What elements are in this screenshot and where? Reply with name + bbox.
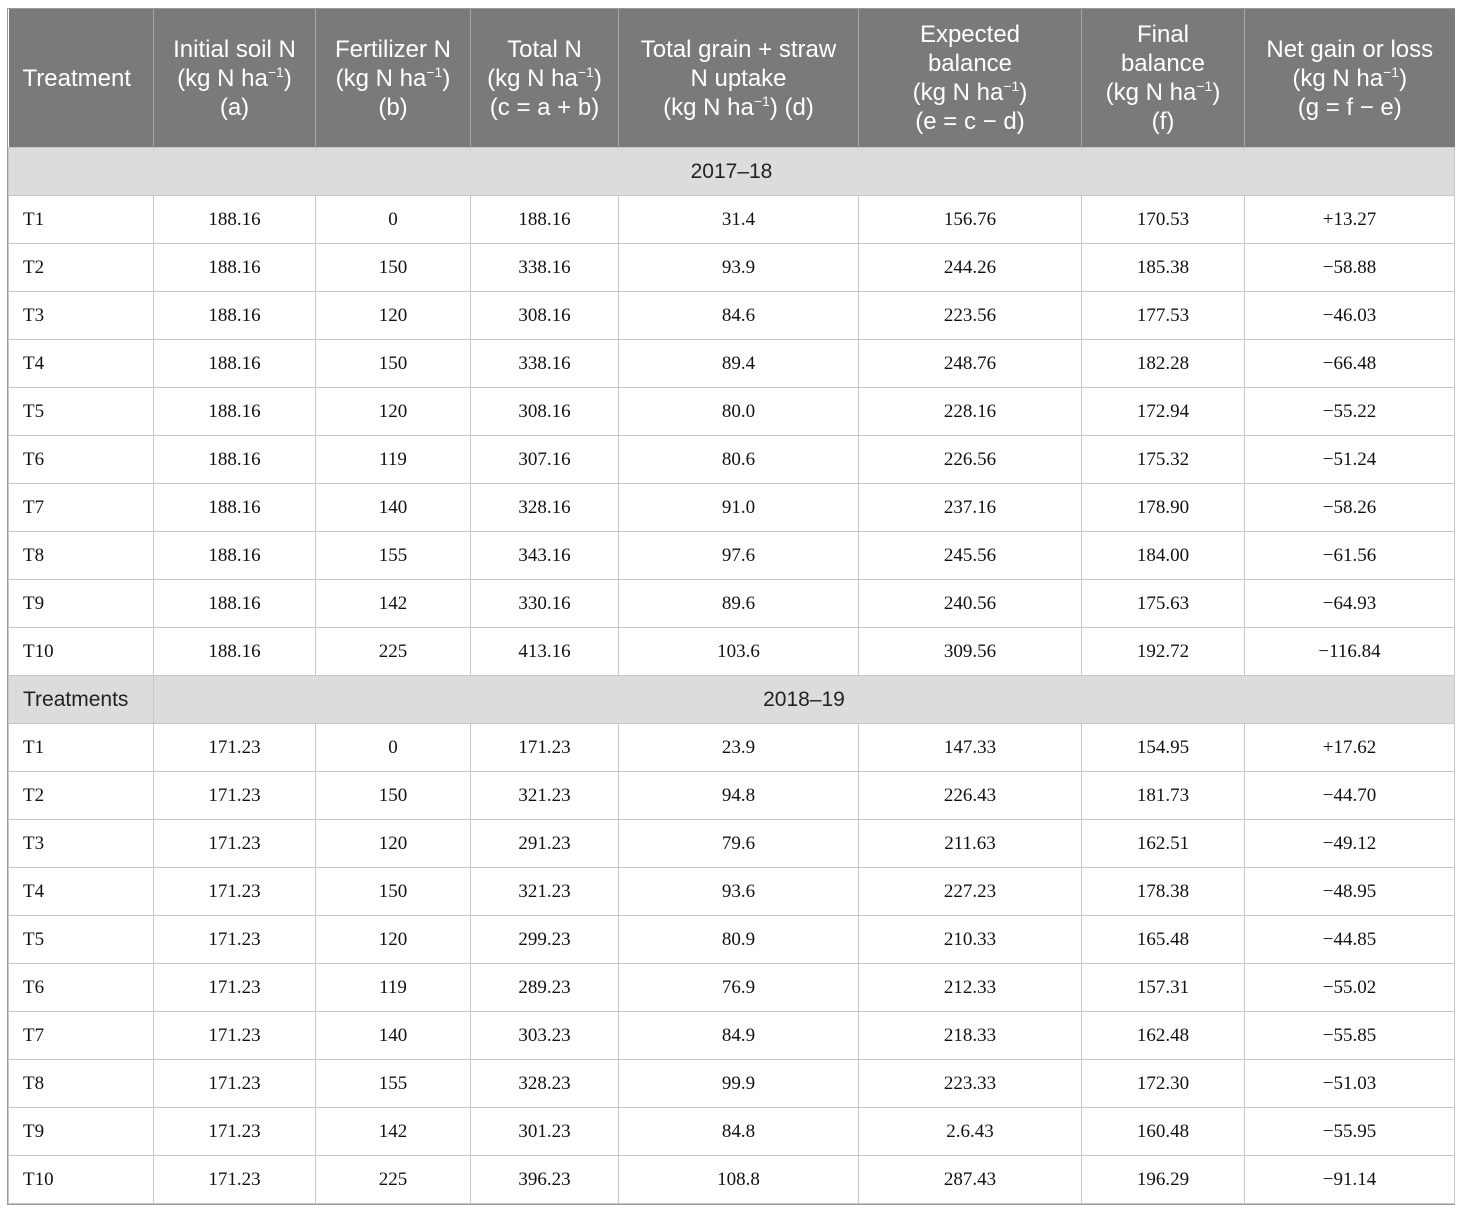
column-header-5 <box>859 9 1082 148</box>
value-cell: 309.56 <box>859 628 1082 676</box>
treatment-cell: T4 <box>9 340 154 388</box>
value-cell: 223.56 <box>859 292 1082 340</box>
value-cell: 244.26 <box>859 244 1082 292</box>
value-cell: 188.16 <box>154 244 316 292</box>
value-cell: 178.90 <box>1082 484 1245 532</box>
column-header-1 <box>154 9 316 148</box>
value-cell: 308.16 <box>471 292 619 340</box>
value-cell: 108.8 <box>619 1156 859 1204</box>
value-cell: 93.6 <box>619 868 859 916</box>
unit-superscript: −1 <box>426 63 443 80</box>
treatment-cell: T10 <box>9 628 154 676</box>
value-cell: 245.56 <box>859 532 1082 580</box>
value-cell: 330.16 <box>471 580 619 628</box>
value-cell: 119 <box>316 436 471 484</box>
value-cell: −64.93 <box>1245 580 1455 628</box>
value-cell: 171.23 <box>154 1156 316 1204</box>
column-header-7 <box>1245 9 1455 148</box>
value-cell: 140 <box>316 1012 471 1060</box>
value-cell: 188.16 <box>154 628 316 676</box>
value-cell: 192.72 <box>1082 628 1245 676</box>
value-cell: −49.12 <box>1245 820 1455 868</box>
table-row <box>9 532 1455 580</box>
table-row <box>9 1012 1455 1060</box>
treatment-cell: T5 <box>9 388 154 436</box>
value-cell: 240.56 <box>859 580 1082 628</box>
column-header-line <box>623 93 854 122</box>
value-cell: 338.16 <box>471 244 619 292</box>
treatment-cell: T9 <box>9 1108 154 1156</box>
value-cell: 97.6 <box>619 532 859 580</box>
value-cell: 175.32 <box>1082 436 1245 484</box>
table-row <box>9 964 1455 1012</box>
value-cell: 307.16 <box>471 436 619 484</box>
treatment-cell: T7 <box>9 1012 154 1060</box>
value-cell: 162.48 <box>1082 1012 1245 1060</box>
table-row <box>9 292 1455 340</box>
value-cell: 31.4 <box>619 196 859 244</box>
value-cell: 303.23 <box>471 1012 619 1060</box>
unit-text: (kg N ha <box>1105 79 1197 106</box>
column-header-line: (e = c − d) <box>915 108 1025 135</box>
column-header-line: Total N <box>507 35 582 63</box>
value-cell: 287.43 <box>859 1156 1082 1204</box>
treatment-cell: T2 <box>9 244 154 292</box>
value-cell: 413.16 <box>471 628 619 676</box>
value-cell: 142 <box>316 580 471 628</box>
value-cell: 228.16 <box>859 388 1082 436</box>
unit-superscript: −1 <box>1003 78 1020 94</box>
treatment-cell: T1 <box>9 724 154 772</box>
treatment-cell: T6 <box>9 964 154 1012</box>
value-cell: 396.23 <box>471 1156 619 1204</box>
value-cell: 171.23 <box>154 1012 316 1060</box>
value-cell: 171.23 <box>154 868 316 916</box>
nitrogen-balance-table-container <box>7 8 1455 1205</box>
value-cell: 225 <box>316 628 471 676</box>
treatment-cell: T3 <box>9 820 154 868</box>
value-cell: 89.6 <box>619 580 859 628</box>
value-cell: 119 <box>316 964 471 1012</box>
value-cell: 80.0 <box>619 388 859 436</box>
value-cell: 0 <box>316 724 471 772</box>
value-cell: −46.03 <box>1245 292 1455 340</box>
value-cell: 182.28 <box>1082 340 1245 388</box>
value-cell: 226.43 <box>859 772 1082 820</box>
table-row <box>9 580 1455 628</box>
section-header-row <box>9 148 1455 196</box>
value-cell: 140 <box>316 484 471 532</box>
value-cell: 2.6.43 <box>859 1108 1082 1156</box>
value-cell: 172.94 <box>1082 388 1245 436</box>
value-cell: 172.30 <box>1082 1060 1245 1108</box>
treatment-cell: T1 <box>9 196 154 244</box>
treatment-cell: T3 <box>9 292 154 340</box>
column-header-line: Final <box>1136 21 1190 48</box>
value-cell: −48.95 <box>1245 868 1455 916</box>
column-header-line: N uptake <box>690 64 787 92</box>
value-cell: 76.9 <box>619 964 859 1012</box>
value-cell: 177.53 <box>1082 292 1245 340</box>
treatment-cell: T6 <box>9 436 154 484</box>
treatment-cell: T9 <box>9 580 154 628</box>
value-cell: 171.23 <box>154 1108 316 1156</box>
column-header-line <box>863 78 1077 107</box>
column-header-line: Expected <box>919 21 1021 48</box>
value-cell: 155 <box>316 1060 471 1108</box>
column-header-line <box>158 64 311 93</box>
value-cell: 165.48 <box>1082 916 1245 964</box>
value-cell: 291.23 <box>471 820 619 868</box>
section-header-row <box>9 676 1455 724</box>
value-cell: 171.23 <box>154 772 316 820</box>
value-cell: −61.56 <box>1245 532 1455 580</box>
column-header-line: (g = f − e) <box>1297 93 1402 121</box>
unit-close: ) <box>1212 79 1221 106</box>
value-cell: 223.33 <box>859 1060 1082 1108</box>
table-row <box>9 868 1455 916</box>
value-cell: 185.38 <box>1082 244 1245 292</box>
value-cell: 84.6 <box>619 292 859 340</box>
value-cell: 79.6 <box>619 820 859 868</box>
value-cell: −55.22 <box>1245 388 1455 436</box>
column-header-line: Net gain or loss <box>1266 35 1434 63</box>
unit-text: (kg N ha <box>487 64 578 92</box>
value-cell: −44.85 <box>1245 916 1455 964</box>
unit-close: ) <box>769 93 778 121</box>
table-row <box>9 772 1455 820</box>
unit-text: (kg N ha <box>177 64 268 92</box>
value-cell: 171.23 <box>154 916 316 964</box>
column-header-line: (a) <box>219 93 250 121</box>
value-cell: −66.48 <box>1245 340 1455 388</box>
value-cell: 155 <box>316 532 471 580</box>
value-cell: 343.16 <box>471 532 619 580</box>
value-cell: 301.23 <box>471 1108 619 1156</box>
formula-text: (d) <box>777 93 814 121</box>
value-cell: 84.8 <box>619 1108 859 1156</box>
value-cell: 188.16 <box>154 484 316 532</box>
value-cell: 120 <box>316 916 471 964</box>
column-header-2 <box>316 9 471 148</box>
value-cell: −44.70 <box>1245 772 1455 820</box>
unit-text: (kg N ha <box>1292 64 1384 92</box>
value-cell: 188.16 <box>154 340 316 388</box>
value-cell: 147.33 <box>859 724 1082 772</box>
value-cell: 89.4 <box>619 340 859 388</box>
value-cell: 150 <box>316 340 471 388</box>
value-cell: 328.23 <box>471 1060 619 1108</box>
column-header-line <box>1249 64 1451 93</box>
value-cell: +17.62 <box>1245 724 1455 772</box>
value-cell: 171.23 <box>154 1060 316 1108</box>
unit-superscript: −1 <box>753 92 770 109</box>
column-header-line: Fertilizer N <box>334 35 451 63</box>
value-cell: 225 <box>316 1156 471 1204</box>
treatment-cell: T8 <box>9 1060 154 1108</box>
value-cell: 181.73 <box>1082 772 1245 820</box>
value-cell: 218.33 <box>859 1012 1082 1060</box>
value-cell: −55.02 <box>1245 964 1455 1012</box>
table-row <box>9 1108 1455 1156</box>
unit-superscript: −1 <box>1196 78 1213 94</box>
value-cell: 150 <box>316 868 471 916</box>
column-header-line <box>1086 78 1240 107</box>
value-cell: +13.27 <box>1245 196 1455 244</box>
value-cell: 160.48 <box>1082 1108 1245 1156</box>
value-cell: 178.38 <box>1082 868 1245 916</box>
value-cell: 80.6 <box>619 436 859 484</box>
value-cell: 171.23 <box>154 964 316 1012</box>
value-cell: 84.9 <box>619 1012 859 1060</box>
unit-close: ) <box>593 64 602 92</box>
value-cell: −55.85 <box>1245 1012 1455 1060</box>
value-cell: 188.16 <box>154 436 316 484</box>
value-cell: 99.9 <box>619 1060 859 1108</box>
value-cell: 103.6 <box>619 628 859 676</box>
unit-superscript: −1 <box>267 63 284 80</box>
column-header-line: Initial soil N <box>173 35 296 63</box>
unit-text: (kg N ha <box>663 93 754 121</box>
table-row <box>9 916 1455 964</box>
value-cell: 91.0 <box>619 484 859 532</box>
unit-close: ) <box>1019 79 1028 106</box>
value-cell: −91.14 <box>1245 1156 1455 1204</box>
value-cell: 299.23 <box>471 916 619 964</box>
table-row <box>9 436 1455 484</box>
column-header-line <box>320 64 466 93</box>
value-cell: 94.8 <box>619 772 859 820</box>
value-cell: 93.9 <box>619 244 859 292</box>
value-cell: 188.16 <box>471 196 619 244</box>
table-row <box>9 244 1455 292</box>
table-row <box>9 820 1455 868</box>
value-cell: 308.16 <box>471 388 619 436</box>
treatment-cell: T2 <box>9 772 154 820</box>
treatment-cell: T7 <box>9 484 154 532</box>
column-header-3 <box>471 9 619 148</box>
table-row <box>9 724 1455 772</box>
value-cell: 142 <box>316 1108 471 1156</box>
column-header-line: (f) <box>1151 108 1175 135</box>
value-cell: 188.16 <box>154 388 316 436</box>
unit-close: ) <box>442 64 451 92</box>
unit-superscript: −1 <box>577 63 594 80</box>
value-cell: 188.16 <box>154 292 316 340</box>
unit-superscript: −1 <box>1383 63 1400 80</box>
value-cell: 210.33 <box>859 916 1082 964</box>
value-cell: 120 <box>316 292 471 340</box>
header-row <box>9 9 1455 148</box>
value-cell: 226.56 <box>859 436 1082 484</box>
value-cell: 171.23 <box>154 820 316 868</box>
value-cell: 171.23 <box>471 724 619 772</box>
column-header-line: Total grain + straw <box>640 35 837 63</box>
unit-close: ) <box>283 64 292 92</box>
value-cell: 120 <box>316 820 471 868</box>
value-cell: 321.23 <box>471 772 619 820</box>
column-header-line: (b) <box>378 93 408 121</box>
column-header-line: Treatment <box>22 64 131 92</box>
nitrogen-balance-table <box>8 9 1455 1204</box>
value-cell: 171.23 <box>154 724 316 772</box>
value-cell: 175.63 <box>1082 580 1245 628</box>
value-cell: 156.76 <box>859 196 1082 244</box>
section-year: 2018–19 <box>154 676 1455 724</box>
table-body <box>9 148 1455 1204</box>
value-cell: 154.95 <box>1082 724 1245 772</box>
value-cell: 162.51 <box>1082 820 1245 868</box>
value-cell: 248.76 <box>859 340 1082 388</box>
value-cell: 212.33 <box>859 964 1082 1012</box>
unit-close: ) <box>1399 64 1408 92</box>
value-cell: 289.23 <box>471 964 619 1012</box>
treatment-cell: T10 <box>9 1156 154 1204</box>
table-row <box>9 484 1455 532</box>
value-cell: 80.9 <box>619 916 859 964</box>
treatment-cell: T4 <box>9 868 154 916</box>
value-cell: −116.84 <box>1245 628 1455 676</box>
value-cell: 157.31 <box>1082 964 1245 1012</box>
treatment-cell: T5 <box>9 916 154 964</box>
value-cell: 237.16 <box>859 484 1082 532</box>
value-cell: 23.9 <box>619 724 859 772</box>
value-cell: 150 <box>316 772 471 820</box>
column-header-line: balance <box>1120 50 1206 77</box>
value-cell: 211.63 <box>859 820 1082 868</box>
value-cell: 338.16 <box>471 340 619 388</box>
value-cell: 170.53 <box>1082 196 1245 244</box>
table-row <box>9 1060 1455 1108</box>
value-cell: 196.29 <box>1082 1156 1245 1204</box>
column-header-4 <box>619 9 859 148</box>
value-cell: 150 <box>316 244 471 292</box>
table-row <box>9 340 1455 388</box>
value-cell: −51.24 <box>1245 436 1455 484</box>
unit-text: (kg N ha <box>912 79 1004 106</box>
value-cell: 184.00 <box>1082 532 1245 580</box>
table-row <box>9 628 1455 676</box>
value-cell: 328.16 <box>471 484 619 532</box>
value-cell: 0 <box>316 196 471 244</box>
value-cell: 188.16 <box>154 580 316 628</box>
value-cell: 321.23 <box>471 868 619 916</box>
value-cell: −55.95 <box>1245 1108 1455 1156</box>
column-header-0 <box>9 9 154 148</box>
treatment-cell: T8 <box>9 532 154 580</box>
value-cell: −58.88 <box>1245 244 1455 292</box>
section-label: Treatments <box>9 676 154 724</box>
column-header-line: (c = a + b) <box>489 93 600 121</box>
table-row <box>9 1156 1455 1204</box>
table-row <box>9 388 1455 436</box>
value-cell: −58.26 <box>1245 484 1455 532</box>
column-header-line <box>475 64 614 93</box>
column-header-line: balance <box>927 50 1013 77</box>
value-cell: 120 <box>316 388 471 436</box>
value-cell: 188.16 <box>154 532 316 580</box>
value-cell: 227.23 <box>859 868 1082 916</box>
table-row <box>9 196 1455 244</box>
unit-text: (kg N ha <box>335 64 427 92</box>
column-header-6 <box>1082 9 1245 148</box>
value-cell: −51.03 <box>1245 1060 1455 1108</box>
section-year: 2017–18 <box>9 148 1455 196</box>
value-cell: 188.16 <box>154 196 316 244</box>
